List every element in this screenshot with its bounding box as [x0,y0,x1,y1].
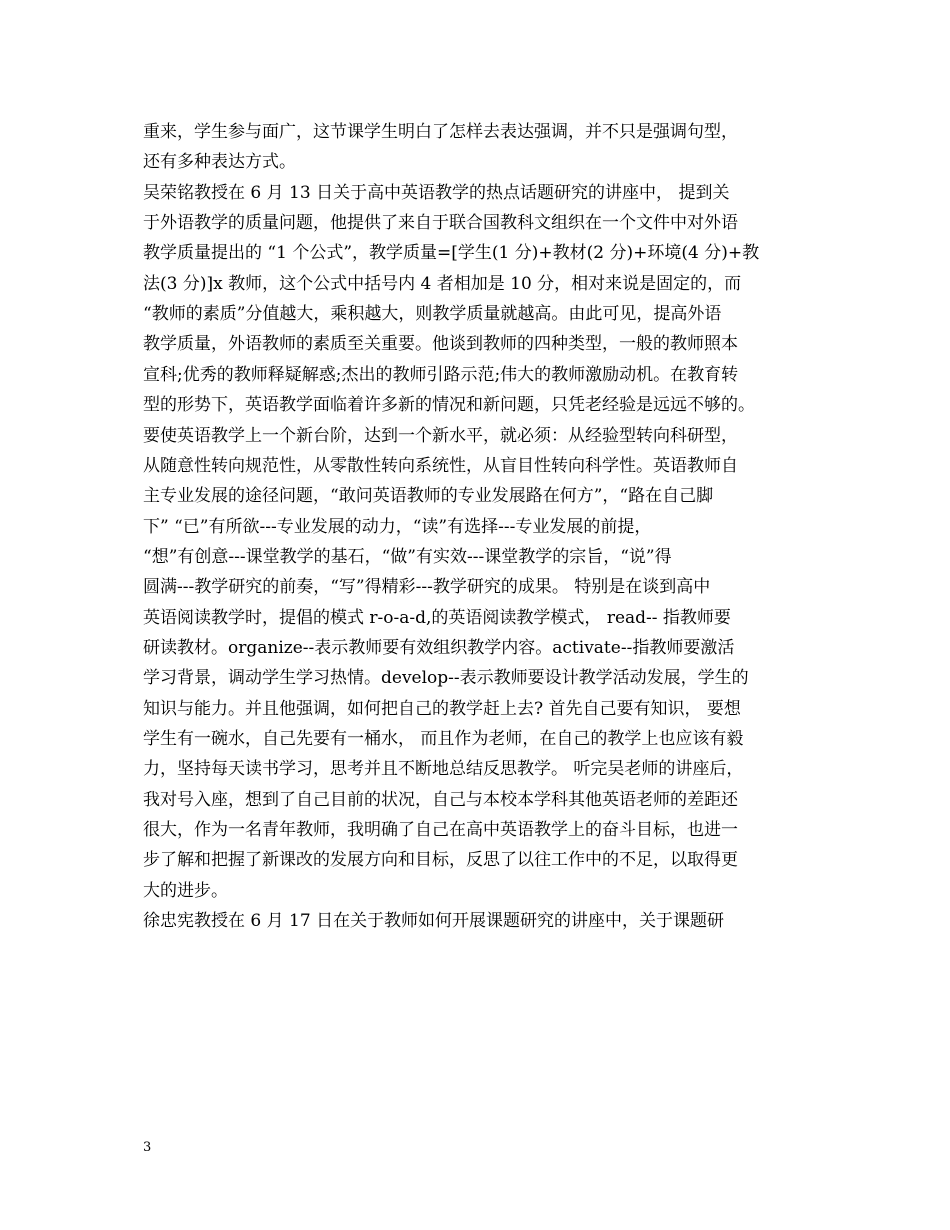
text-line: 学习背景，调动学生学习热情。develop--表示教师要设计教学活动发展，学生的 [143,668,749,689]
text-line: 学生有一碗水，自己先要有一桶水， 而且作为老师，在自己的教学上也应该有毅 [143,729,744,749]
text-line: 宣科;优秀的教师释疑解惑;杰出的教师引路示范;伟大的教师激励动机。在教育转 [143,364,739,385]
text-line: 教学质量提出的 “1 个公式”，教学质量=[学生(1 分)+教材(2 分)+环境(4 分)+教 [143,243,760,264]
text-line: “想”有创意---课堂教学的基石，“做”有实效---课堂教学的宗旨，“说”得 [143,546,672,567]
text-line: 英语阅读教学时，提倡的模式 r-o-a-d,的英语阅读教学模式， read-- 指教师要 [143,607,731,628]
text-line: 吴荣铭教授在 6 月 13 日关于高中英语教学的热点话题研究的讲座中， 提到关 [143,182,730,203]
text-line: 型的形势下，英语教学面临着许多新的情况和新问题，只凭老经验是远远不够的。 [143,395,755,416]
text-line: 研读教材。organize--表示教师要有效组织教学内容。activate--指教师要激活 [143,637,735,658]
page-number: 3 [143,1140,152,1155]
text-line: 于外语教学的质量问题，他提供了来自于联合国教科文组织在一个文件中对外语 [143,213,738,234]
text-line: 大的进步。 [143,880,228,901]
text-line: 步了解和把握了新课改的发展方向和目标，反思了以往工作中的不足，以取得更 [143,850,738,871]
text-line: 还有多种表达方式。 [143,152,296,173]
text-line: 要使英语教学上一个新台阶，达到一个新水平，就必须：从经验型转向科研型， [143,425,738,446]
text-line: 主专业发展的途径问题，“敢问英语教师的专业发展路在何方”，“路在自己脚 [143,486,714,507]
text-line: 知识与能力。并且他强调，如何把自己的教学赶上去? 首先自己要有知识， 要想 [143,698,741,719]
text-line: 教学质量，外语教师的素质至关重要。他谈到教师的四种类型，一般的教师照本 [143,334,738,355]
text-line: 重来，学生参与面广，这节课学生明白了怎样去表达强调，并不只是强调句型， [143,122,738,142]
text-line: 从随意性转向规范性，从零散性转向系统性，从盲目性转向科学性。英语教师自 [143,455,738,476]
text-line: 下” “已”有所欲---专业发展的动力，“读”有选择---专业发展的前提， [143,516,652,537]
text-line: “教师的素质”分值越大，乘积越大，则教学质量就越高。由此可见，提高外语 [143,304,722,325]
text-line: 徐忠宪教授在 6 月 17 日在关于教师如何开展课题研究的讲座中，关于课题研 [143,911,725,932]
text-line: 圆满---教学研究的前奏，“写”得精彩---教学研究的成果。 特别是在谈到高中 [143,577,711,598]
text-line: 很大，作为一名青年教师，我明确了自己在高中英语教学上的奋斗目标，也进一 [143,820,738,841]
text-line: 我对号入座，想到了自己目前的状况，自己与本校本学科其他英语老师的差距还 [143,789,738,810]
text-line: 法(3 分)]x 教师，这个公式中括号内 4 者相加是 10 分，相对来说是固定的，而 [143,273,742,294]
text-line: 力，坚持每天读书学习，思考并且不断地总结反思教学。 听完吴老师的讲座后， [143,759,744,780]
